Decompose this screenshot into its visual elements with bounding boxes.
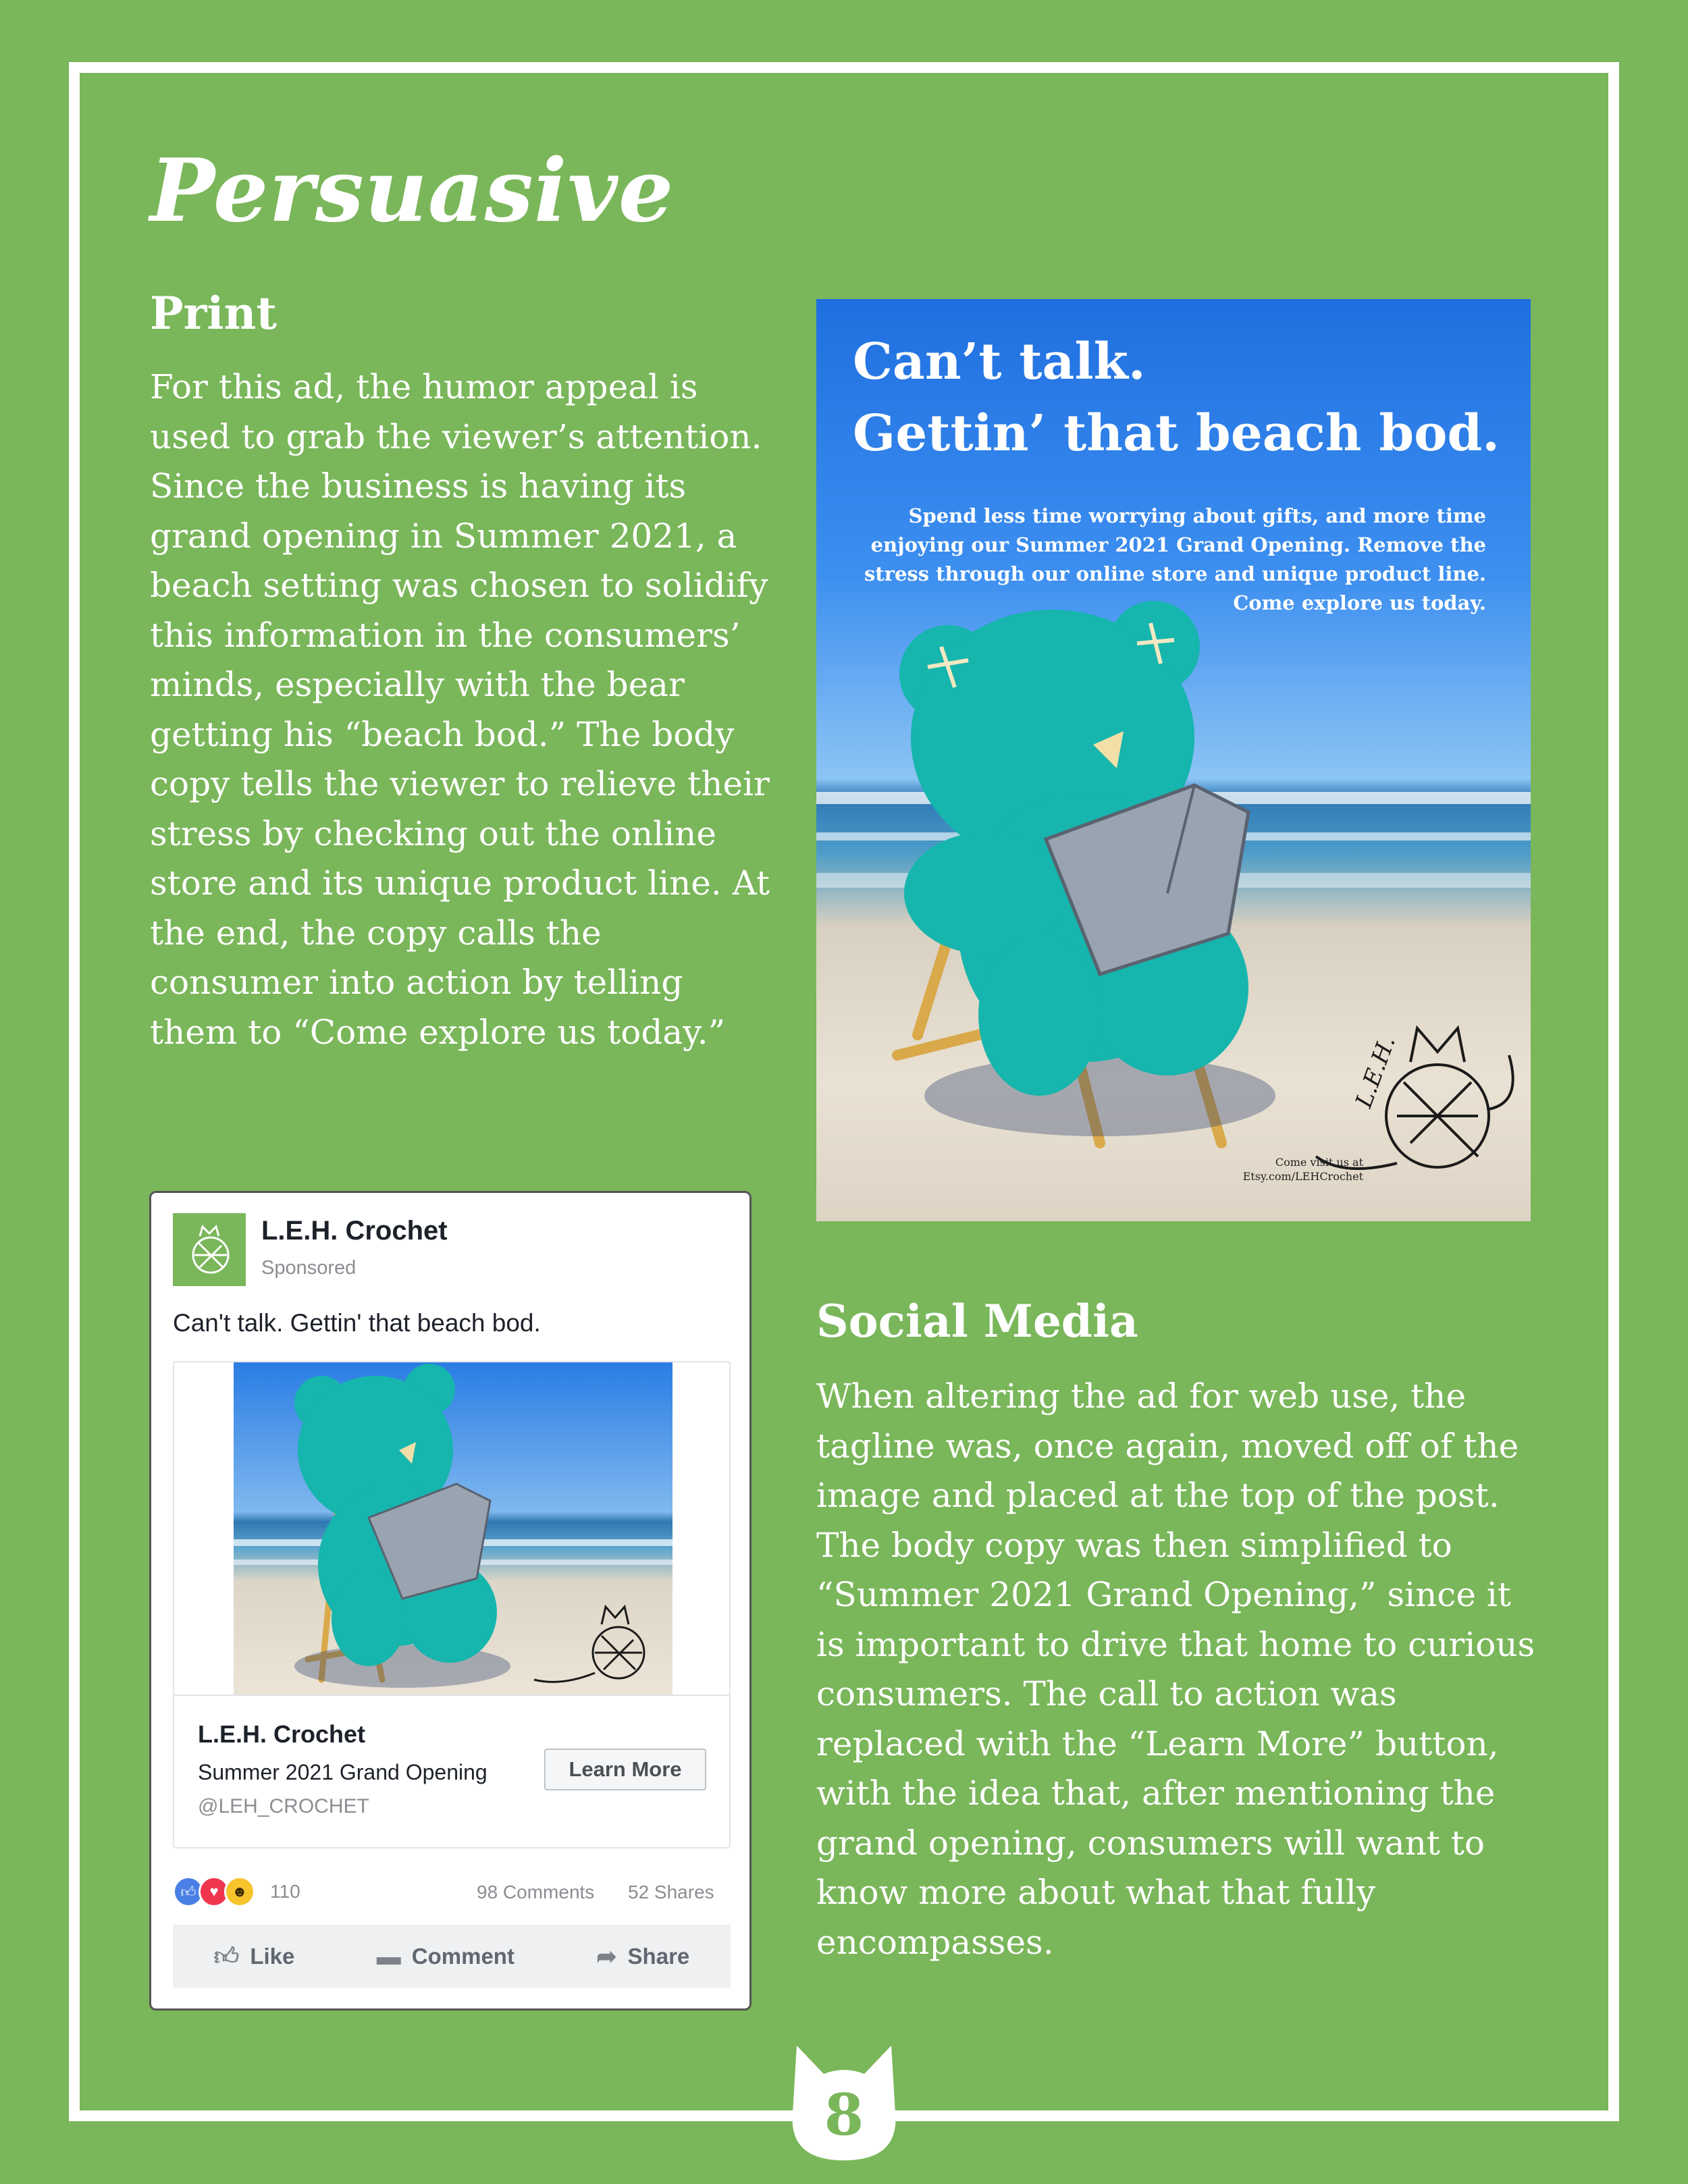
action-bar [173, 1925, 731, 1988]
social-paragraph [816, 1372, 1535, 1967]
text-line: image and placed at the top of the post. [816, 1476, 1500, 1515]
page-name[interactable]: L.E.H. Crochet [261, 1216, 448, 1246]
comment-bubble-icon: ▬ [376, 1942, 401, 1970]
text-line: grand opening in Summer 2021, a [150, 516, 737, 556]
link-domain: @LEH_CROCHET [198, 1795, 369, 1817]
share-button[interactable] [596, 1942, 689, 1971]
shares-count[interactable]: 52 Shares [628, 1882, 714, 1902]
link-preview[interactable] [173, 1361, 731, 1848]
text-line: grand opening, consumers will want to [816, 1823, 1485, 1863]
sponsored-label: Sponsored [261, 1257, 357, 1279]
reactions-summary[interactable] [173, 1876, 300, 1907]
ad-headline-line: Gettin’ that beach bod. [853, 404, 1500, 462]
text-line: know more about what that fully [816, 1873, 1376, 1912]
post-image[interactable] [234, 1362, 672, 1695]
page-number-badge [789, 2046, 899, 2160]
text-line: Since the business is having its [150, 467, 687, 506]
bear-in-beach-chair-illustration [234, 1362, 672, 1695]
text-line: them to “Come explore us today.” [150, 1012, 726, 1052]
print-paragraph [150, 363, 770, 1057]
ad-headline [853, 326, 1500, 469]
text-line: this information in the consumers’ [150, 615, 741, 655]
haha-reaction-icon: ☻ [224, 1876, 255, 1907]
link-description: Summer 2021 Grand Opening [198, 1760, 487, 1784]
text-line: getting his “beach bod.” The body [150, 714, 735, 754]
page-title: Persuasive [150, 140, 675, 242]
text-line: consumers. The call to action was [816, 1674, 1397, 1713]
learn-more-button[interactable]: Learn More [544, 1749, 706, 1790]
text-line: used to grab the viewer’s attention. [150, 417, 762, 456]
comments-count[interactable]: 98 Comments [477, 1882, 595, 1902]
share-arrow-icon: ➦ [596, 1942, 617, 1970]
ad-body-line: Come explore us today. [1233, 591, 1486, 614]
text-line: store and its unique product line. At [150, 863, 770, 903]
page-number: 8 [824, 2081, 864, 2148]
text-line: The body copy was then simplified to [816, 1525, 1452, 1565]
comment-button[interactable] [377, 1942, 515, 1971]
text-line: replaced with the “Learn More” button, [816, 1724, 1499, 1763]
reactions-count: 110 [270, 1881, 300, 1902]
like-label: Like [250, 1944, 295, 1969]
ad-body-line: enjoying our Summer 2021 Grand Opening. Remove the [870, 533, 1486, 556]
ad-visit-text [1215, 1155, 1363, 1183]
print-heading: Print [150, 287, 277, 340]
share-label: Share [627, 1944, 690, 1969]
like-button[interactable] [214, 1942, 295, 1971]
ad-visit-line: Etsy.com/LEHCrochet [1242, 1170, 1363, 1183]
link-title[interactable]: L.E.H. Crochet [198, 1720, 366, 1748]
text-line: beach setting was chosen to solidify [150, 566, 768, 605]
text-line: copy tells the viewer to relieve their [150, 764, 770, 803]
facebook-post-mockup [149, 1191, 751, 2010]
ad-body-line: stress through our online store and unique product line. [864, 562, 1486, 585]
link-footer [174, 1695, 729, 1848]
love-reaction-icon: ♥ [199, 1876, 230, 1907]
text-line: consumer into action by telling [150, 963, 683, 1002]
yarn-cat-logo-icon [173, 1213, 246, 1286]
like-reaction-icon: 👍︎ [173, 1876, 204, 1907]
text-line: “Summer 2021 Grand Opening,” since it [816, 1575, 1511, 1614]
ad-body-copy [838, 502, 1486, 618]
text-line: with the idea that, after mentioning the [816, 1774, 1496, 1813]
comment-label: Comment [411, 1944, 515, 1969]
post-caption: Can't talk. Gettin' that beach bod. [173, 1309, 541, 1337]
text-line: stress by checking out the online [150, 814, 716, 853]
text-line: encompasses. [816, 1922, 1054, 1962]
ad-headline-line: Can’t talk. [853, 333, 1146, 391]
logo-signature-text: L.E.H. [1350, 1032, 1401, 1112]
page-avatar[interactable] [173, 1213, 246, 1286]
thumbs-up-icon: 👍︎ [213, 1942, 240, 1970]
text-line: the end, the copy calls the [150, 913, 602, 953]
text-line: tagline was, once again, moved off of the [816, 1426, 1519, 1466]
text-line: When altering the ad for web use, the [816, 1377, 1467, 1416]
text-line: For this ad, the humor appeal is [150, 367, 698, 406]
ad-visit-line: Come visit us at [1275, 1156, 1363, 1169]
text-line: is important to drive that home to curious [816, 1624, 1535, 1664]
text-line: minds, especially with the bear [150, 665, 685, 704]
print-ad-image [816, 299, 1531, 1221]
social-heading: Social Media [816, 1295, 1138, 1348]
ad-body-line: Spend less time worrying about gifts, and more time [908, 504, 1486, 527]
